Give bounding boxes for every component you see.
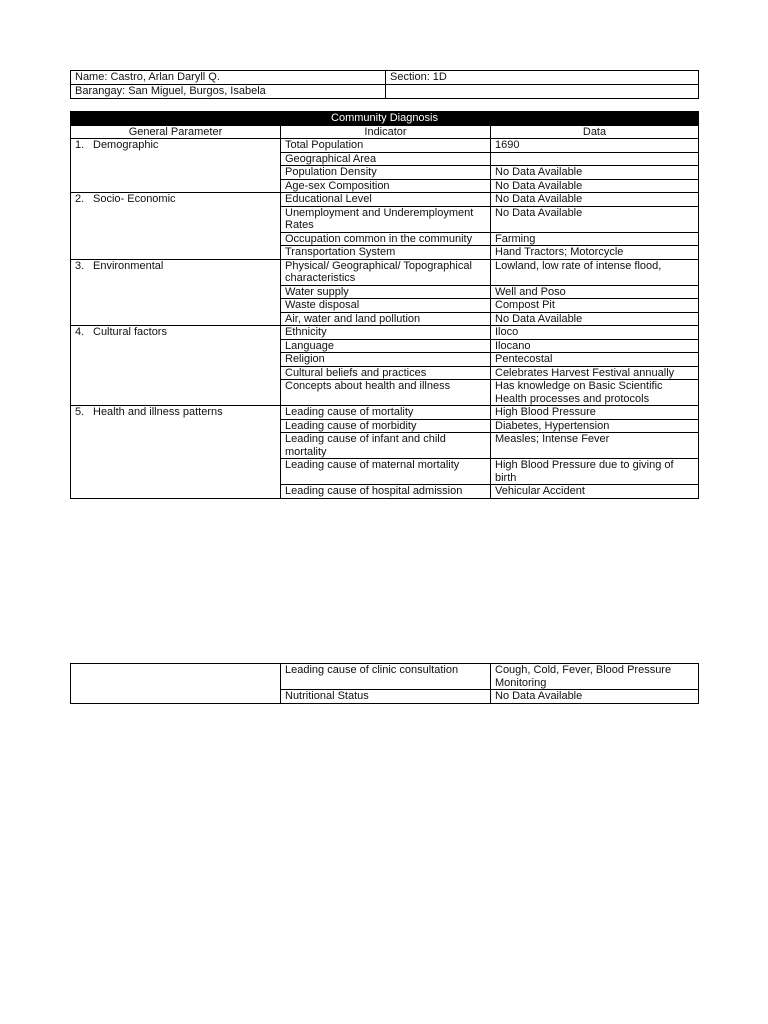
parameter-cell	[71, 259, 281, 326]
data-cell: No Data Available	[491, 193, 699, 207]
table-title-row	[71, 112, 699, 126]
data-cell: Has knowledge on Basic Scientific Health processes and protocols	[491, 380, 699, 406]
table-row	[71, 664, 699, 690]
table-row	[71, 406, 699, 420]
indicator-cell: Total Population	[281, 139, 491, 153]
parameter-number: 5.	[75, 406, 85, 418]
indicator-cell: Age-sex Composition	[281, 179, 491, 193]
parameter-label: Demographic	[93, 139, 159, 151]
parameter-cell	[71, 326, 281, 406]
data-cell: Compost Pit	[491, 299, 699, 313]
table-row	[71, 259, 699, 285]
data-cell: Well and Poso	[491, 285, 699, 299]
indicator-cell: Language	[281, 339, 491, 353]
data-cell: No Data Available	[491, 690, 699, 704]
data-cell: 1690	[491, 139, 699, 153]
info-row	[71, 85, 699, 99]
indicator-cell: Leading cause of infant and child mortality	[281, 433, 491, 459]
indicator-cell: Religion	[281, 353, 491, 367]
indicator-cell: Leading cause of hospital admission	[281, 485, 491, 499]
student-info-table	[70, 70, 699, 99]
indicator-cell: Physical/ Geographical/ Topographical characteristics	[281, 259, 491, 285]
data-cell: No Data Available	[491, 312, 699, 326]
indicator-cell: Nutritional Status	[281, 690, 491, 704]
column-header: Data	[491, 125, 699, 139]
student-section: Section: 1D	[386, 71, 699, 85]
indicator-cell: Water supply	[281, 285, 491, 299]
column-header: Indicator	[281, 125, 491, 139]
indicator-cell: Cultural beliefs and practices	[281, 366, 491, 380]
indicator-cell: Geographical Area	[281, 152, 491, 166]
column-header: General Parameter	[71, 125, 281, 139]
indicator-cell: Ethnicity	[281, 326, 491, 340]
data-cell: Vehicular Accident	[491, 485, 699, 499]
parameter-cell	[71, 193, 281, 260]
data-cell: No Data Available	[491, 179, 699, 193]
indicator-cell: Population Density	[281, 166, 491, 180]
table-row	[71, 193, 699, 207]
community-diagnosis-continued-table	[70, 663, 699, 704]
parameter-cell	[71, 139, 281, 193]
empty-cell	[386, 85, 699, 99]
data-cell: Diabetes, Hypertension	[491, 419, 699, 433]
data-cell: Measles; Intense Fever	[491, 433, 699, 459]
parameter-number: 4.	[75, 326, 85, 338]
community-diagnosis-table	[70, 111, 699, 499]
indicator-cell: Air, water and land pollution	[281, 312, 491, 326]
data-cell: Celebrates Harvest Festival annually	[491, 366, 699, 380]
data-cell: Hand Tractors; Motorcycle	[491, 246, 699, 260]
indicator-cell: Leading cause of clinic consultation	[281, 664, 491, 690]
indicator-cell: Unemployment and Underemployment Rates	[281, 206, 491, 232]
data-cell: Lowland, low rate of intense flood,	[491, 259, 699, 285]
indicator-cell: Concepts about health and illness	[281, 380, 491, 406]
barangay: Barangay: San Miguel, Burgos, Isabela	[71, 85, 386, 99]
data-cell: No Data Available	[491, 206, 699, 232]
data-cell	[491, 152, 699, 166]
student-name: Name: Castro, Arlan Daryll Q.	[71, 71, 386, 85]
indicator-cell: Leading cause of maternal mortality	[281, 459, 491, 485]
indicator-cell: Waste disposal	[281, 299, 491, 313]
data-cell: Pentecostal	[491, 353, 699, 367]
indicator-cell: Leading cause of morbidity	[281, 419, 491, 433]
data-cell: High Blood Pressure	[491, 406, 699, 420]
parameter-cell	[71, 664, 281, 704]
indicator-cell: Leading cause of mortality	[281, 406, 491, 420]
indicator-cell: Occupation common in the community	[281, 232, 491, 246]
parameter-label: Cultural factors	[93, 326, 167, 338]
table-title: Community Diagnosis	[71, 112, 699, 126]
info-row	[71, 71, 699, 85]
indicator-cell: Educational Level	[281, 193, 491, 207]
parameter-number: 1.	[75, 139, 85, 151]
parameter-label: Socio- Economic	[93, 193, 176, 205]
parameter-number: 3.	[75, 259, 85, 272]
column-header-row	[71, 125, 699, 139]
data-cell: Iloco	[491, 326, 699, 340]
data-cell: Ilocano	[491, 339, 699, 353]
parameter-label: Health and illness patterns	[93, 406, 223, 418]
data-cell: High Blood Pressure due to giving of birth	[491, 459, 699, 485]
parameter-label: Environmental	[93, 259, 164, 272]
data-cell: Cough, Cold, Fever, Blood Pressure Monitoring	[491, 664, 699, 690]
data-cell: No Data Available	[491, 166, 699, 180]
data-cell: Farming	[491, 232, 699, 246]
table-row	[71, 139, 699, 153]
table-row	[71, 326, 699, 340]
parameter-number: 2.	[75, 193, 85, 205]
indicator-cell: Transportation System	[281, 246, 491, 260]
parameter-cell	[71, 406, 281, 499]
